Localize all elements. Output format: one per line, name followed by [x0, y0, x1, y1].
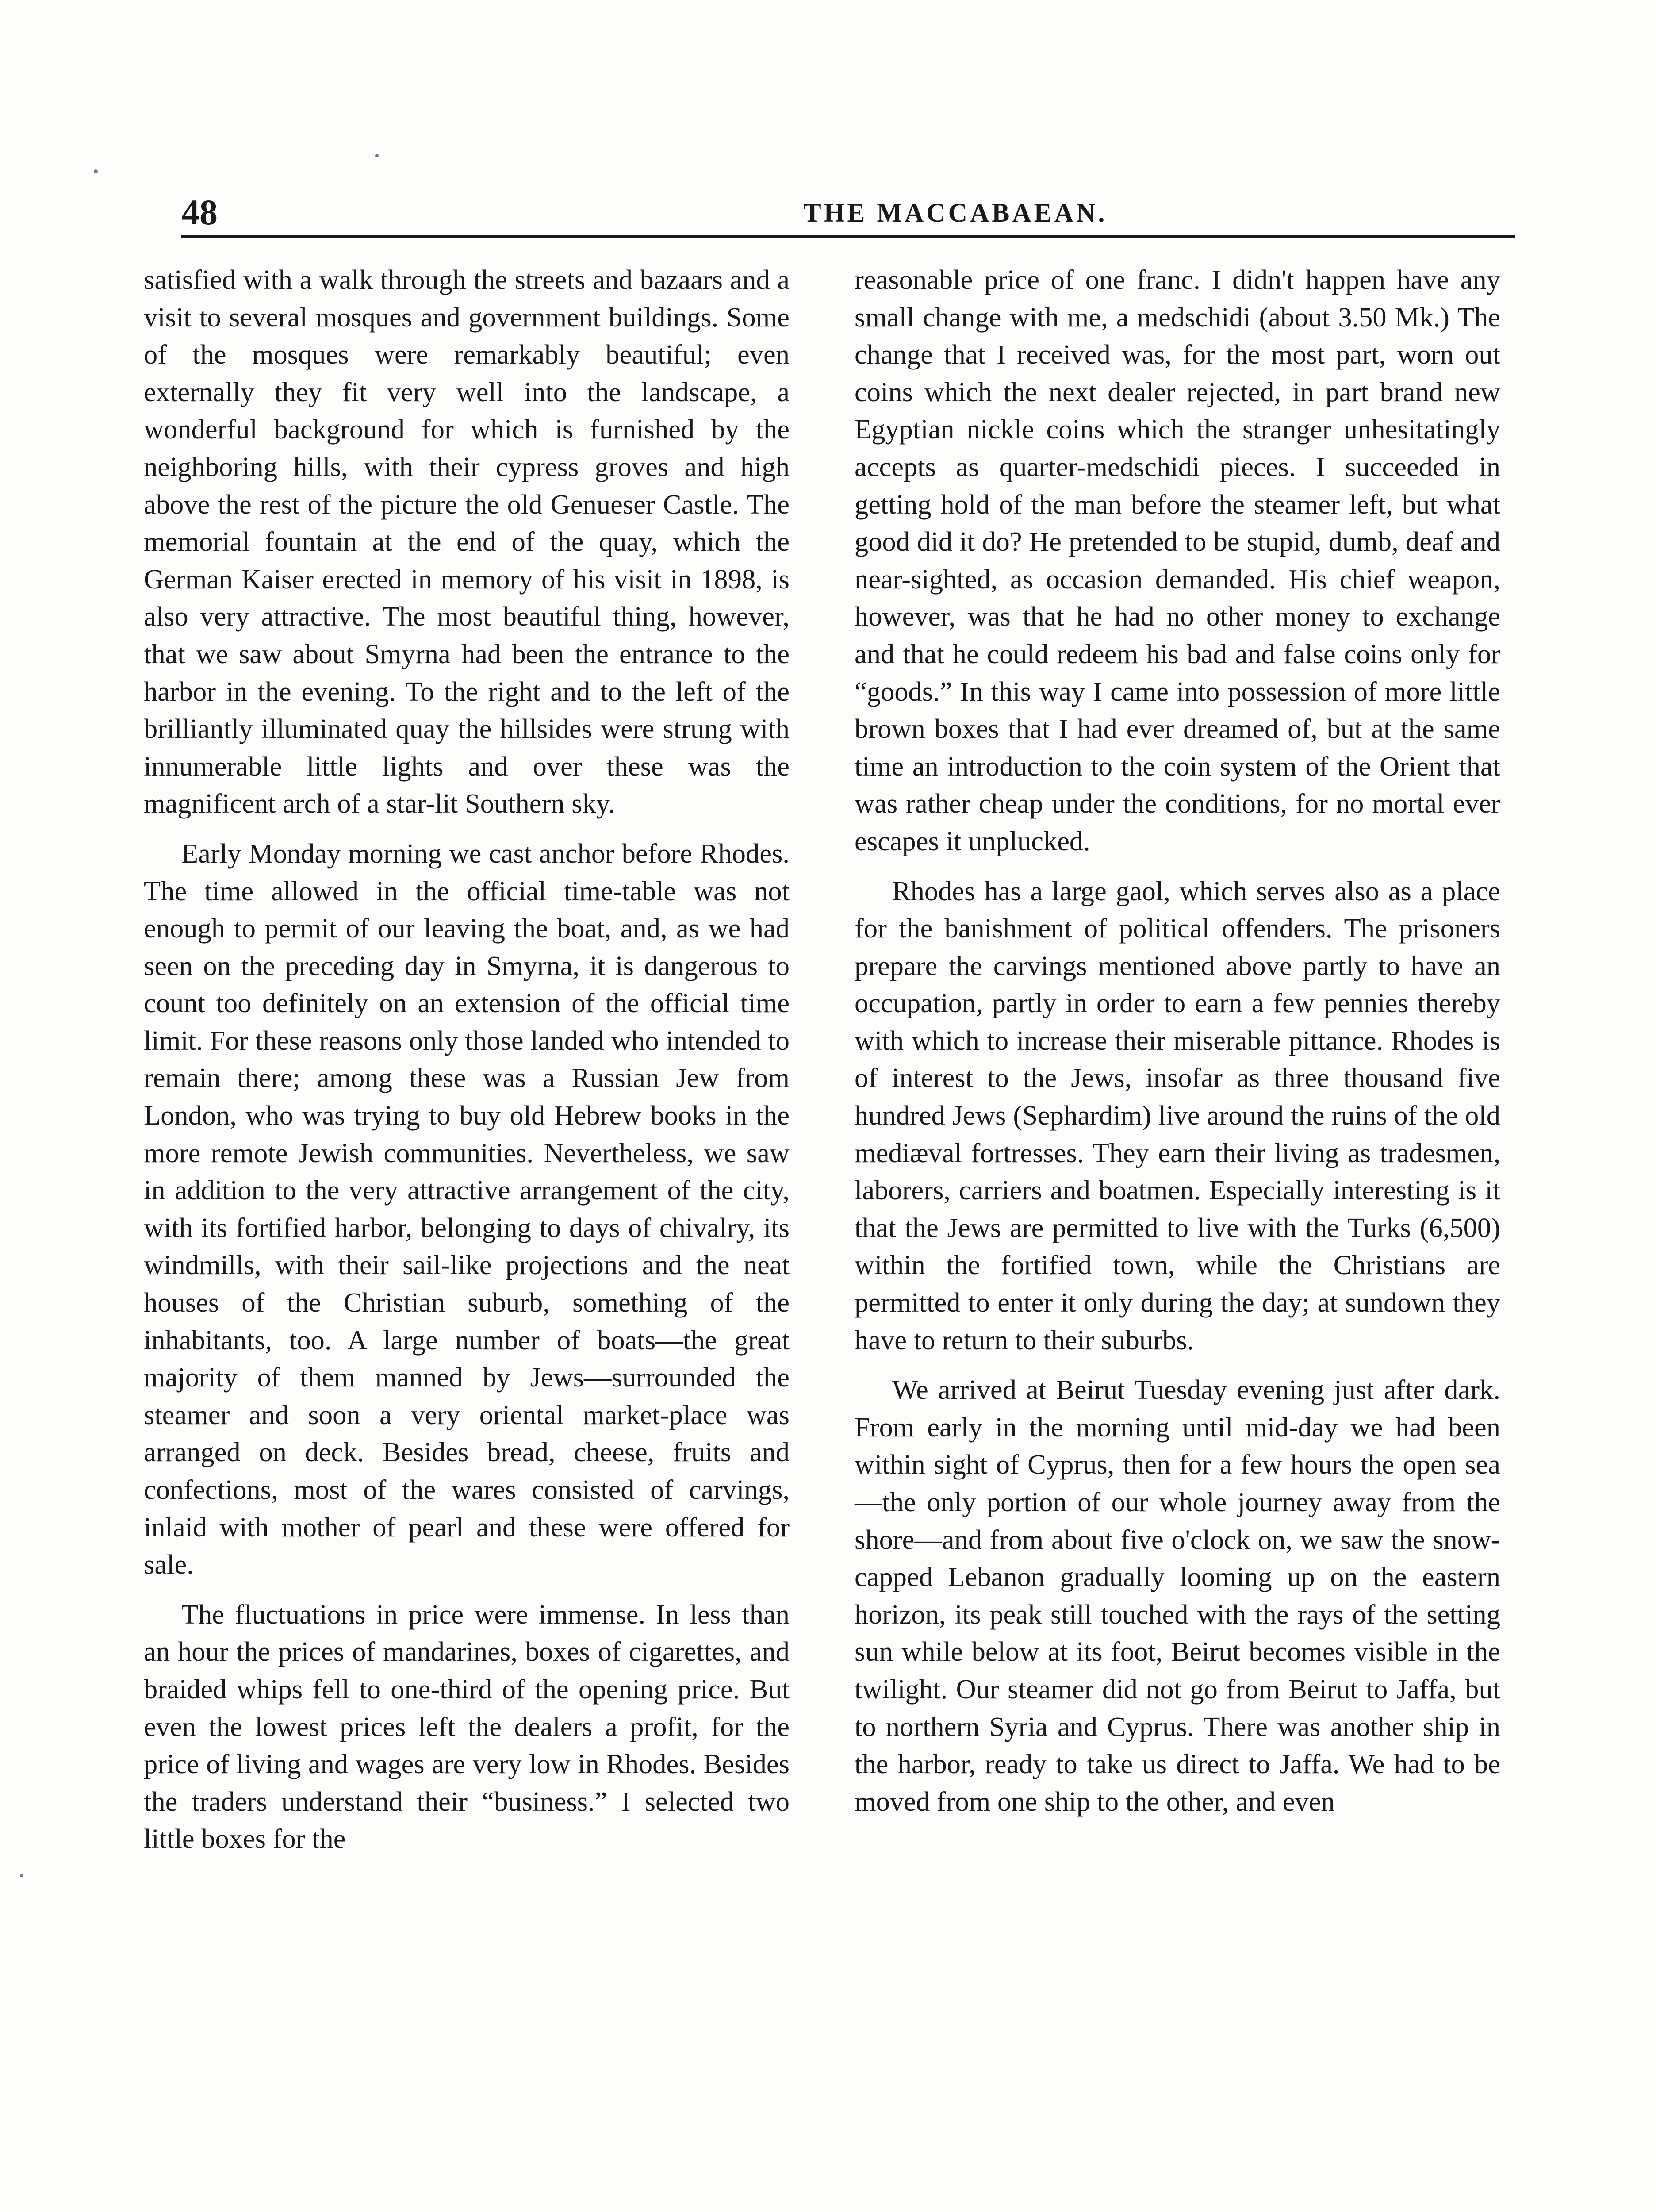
page-number: 48	[181, 192, 218, 232]
paragraph: satisfied with a walk through the streets and bazaars and a visit to several mosques and government buildings. Some of the mosques were remarkably beautiful; even externally they fit very well into the landscape, a wonderful background for which is furnished by the neighboring hills, with their cypress groves and high above the rest of the picture the old Genueser Castle. The memorial fountain at the end of the quay, which the German Kaiser erected in memory of his visit in 1898, is also very attractive. The most beautiful thing, however, that we saw about Smyrna had been the entrance to the harbor in the evening. To the right and to the left of the brilliantly illuminated quay the hillsides were strung with innumerable little lights and over these was the magnificent arch of a star-lit Southern sky.	[144, 264, 790, 819]
paragraph: Early Monday morning we cast anchor before Rhodes. The time allowed in the official time-table was not enough to permit of our leaving the boat, and, as we had seen on the preceding day in Smyrna, it is dangerous to count too definitely on an extension of the official time limit. For these reasons only those landed who intended to remain there; among these was a Russian Jew from London, who was trying to buy old Hebrew books in the more remote Jewish communities. Nevertheless, we saw in addition to the very attractive arrangement of the city, with its fortified harbor, belonging to days of chivalry, its windmills, with their sail-like projections and the neat houses of the Christian suburb, something of the inhabitants, too. A large number of boats—the great majority of them manned by Jews—surrounded the steamer and soon a very oriental market-place was arranged on deck. Besides bread, cheese, fruits and confections, most of the wares consisted of carvings, inlaid with mother of pearl and these were offered for sale.	[144, 837, 790, 1580]
paragraph: reasonable price of one franc. I didn't happen have any small change with me, a medschidi (about 3.50 Mk.) The change that I received was, for the most part, worn out coins which the next dealer rejected, in part brand new Egyptian nickle coins which the stranger unhesitatingly accepts as quarter-medschidi pieces. I succeeded in getting hold of the man before the steamer left, but what good did it do? He pretended to be stupid, dumb, deaf and near-sighted, as occasion demanded. His chief weapon, however, was that he had no other money to exchange and that he could redeem his bad and false coins only for “goods.” In this way I came into possession of more little brown boxes that I had ever dreamed of, but at the same time an introduction to the coin system of the Orient that was rather cheap under the conditions, for no mortal ever escapes it unplucked.	[855, 264, 1500, 856]
scan-speck	[375, 154, 379, 157]
scan-speck	[20, 1874, 23, 1877]
scan-speck	[94, 169, 98, 173]
left-column	[144, 261, 790, 1858]
page-header	[181, 190, 1515, 239]
paragraph: We arrived at Beirut Tuesday evening just after dark. From early in the morning until mid-day we had been within sight of Cyprus, then for a few hours the open sea—the only portion of our whole journey away from the shore—and from about five o'clock on, we saw the snow-capped Lebanon gradually looming up on the eastern horizon, its peak still touched with the rays of the setting sun while below at its foot, Beirut becomes visible in the twilight. Our steamer did not go from Beirut to Jaffa, but to northern Syria and Cyprus. There was another ship in the harbor, ready to take us direct to Jaffa. We had to be moved from one ship to the other, and even	[855, 1374, 1500, 1817]
running-title: THE MACCABAEAN.	[803, 198, 1108, 227]
paragraph: The fluctuations in price were immense. In less than an hour the prices of mandarines, boxes of cigarettes, and braided whips fell to one-third of the opening price. But even the lowest prices left the dealers a profit, for the price of living and wages are very low in Rhodes. Besides the traders understand their “business.” I selected two little boxes for the	[144, 1598, 790, 1855]
right-column	[855, 261, 1500, 1820]
paragraph: Rhodes has a large gaol, which serves also as a place for the banishment of political offenders. The prisoners prepare the carvings mentioned above partly to have an occupation, partly in order to earn a few pennies thereby with which to increase their miserable pittance. Rhodes is of interest to the Jews, insofar as three thousand five hundred Jews (Sephardim) live around the ruins of the old mediæval fortresses. They earn their living as tradesmen, laborers, carriers and boatmen. Especially interesting is it that the Jews are permitted to live with the Turks (6,500) within the fortified town, while the Christians are permitted to enter it only during the day; at sundown they have to return to their suburbs.	[855, 875, 1500, 1356]
header-rule	[181, 235, 1515, 238]
